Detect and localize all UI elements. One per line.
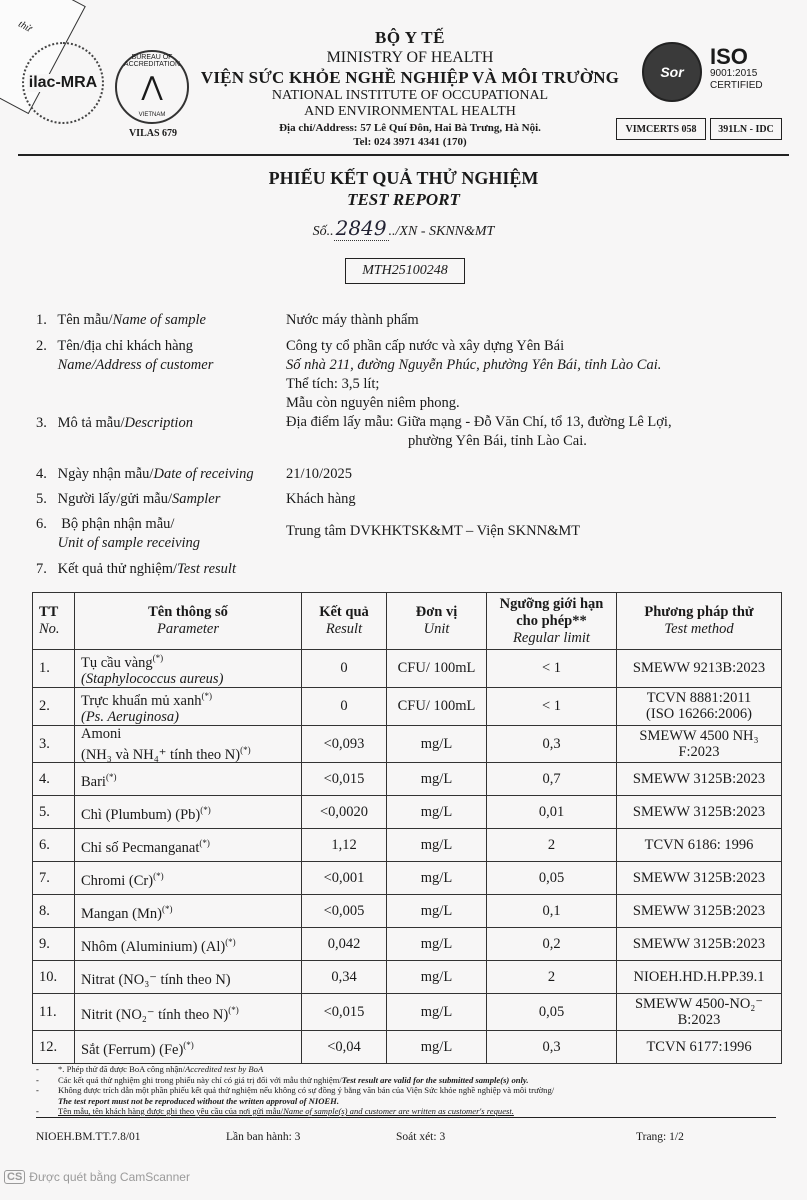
test-results-table xyxy=(32,592,782,1064)
title-vn: PHIẾU KẾT QUẢ THỬ NGHIỆM xyxy=(268,168,539,188)
cell-method: SMEWW 4500-NO₂⁻ B:2023 xyxy=(617,994,782,1031)
cell-method: SMEWW 3125B:2023 xyxy=(617,895,782,928)
cell-result: 0,34 xyxy=(302,961,387,994)
institute-en-2: AND ENVIRONMENTAL HEALTH xyxy=(304,104,516,119)
cell-result: <0,093 xyxy=(302,725,387,763)
table-row xyxy=(33,1031,782,1064)
cell-no: 12. xyxy=(33,1031,75,1064)
cell-parameter: Tụ cầu vàng(*) (Staphylococcus aureus) xyxy=(75,650,302,688)
info-4-value: 21/10/2025 xyxy=(286,466,353,482)
cell-limit: 0,3 xyxy=(487,1031,617,1064)
info-1-value: Nước máy thành phẩm xyxy=(286,312,419,328)
cell-no: 3. xyxy=(33,725,75,763)
table-row xyxy=(33,994,782,1031)
cell-unit: mg/L xyxy=(387,763,487,796)
info-2-label: 2. Tên/địa chỉ khách hàng Name/Address of customer xyxy=(36,338,214,373)
table-header-row xyxy=(33,593,782,650)
cell-no: 1. xyxy=(33,650,75,688)
institute-en-1: NATIONAL INSTITUTE OF OCCUPATIONAL xyxy=(271,88,549,103)
camscanner-watermark: CS Được quét bằng CamScanner xyxy=(4,1170,190,1184)
info-4-label: 4. Ngày nhận mẫu/Date of receiving xyxy=(36,466,254,482)
table-row xyxy=(33,829,782,862)
table-row xyxy=(33,725,782,763)
handwritten-number: 2849 xyxy=(335,216,387,240)
info-1-label: 1. Tên mẫu/Name of sample xyxy=(36,312,206,328)
cell-parameter: Chì (Plumbum) (Pb)(*) xyxy=(75,796,302,829)
cell-no: 7. xyxy=(33,862,75,895)
cell-result: <0,0020 xyxy=(302,796,387,829)
cell-parameter: Nitrit (NO₂⁻ tính theo N)(*) xyxy=(75,994,302,1031)
cell-method: TCVN 6177:1996 xyxy=(617,1031,782,1064)
cell-method: NIOEH.HD.H.PP.39.1 xyxy=(617,961,782,994)
info-3-value: Thể tích: 3,5 lít; Mẫu còn nguyên niêm phong. Địa điểm lấy mẫu: Giữa mạng - Đỗ Văn Chí, tổ 13, đường Lê Lợi, phường Yên Bái, tỉnh Lào Cai. xyxy=(286,376,672,449)
cell-method: SMEWW 3125B:2023 xyxy=(617,862,782,895)
page-number: Trang: 1/2 xyxy=(636,1131,684,1143)
table-row xyxy=(33,862,782,895)
cell-limit: 0,05 xyxy=(487,994,617,1031)
boa-accreditation-logo: BUREAU OF ACCREDITATION ⋀ VIETNAM xyxy=(115,50,189,124)
info-5-value: Khách hàng xyxy=(286,491,356,507)
cell-no: 5. xyxy=(33,796,75,829)
col-header-no: TT No. xyxy=(33,593,75,650)
vilas-code: VILAS 679 xyxy=(128,128,178,139)
vimcerts-box: VIMCERTS 058 xyxy=(616,118,706,140)
cell-no: 2. xyxy=(33,687,75,725)
cell-result: <0,015 xyxy=(302,763,387,796)
cell-no: 9. xyxy=(33,928,75,961)
cell-parameter: Bari(*) xyxy=(75,763,302,796)
cell-parameter: Chỉ số Pecmanganat(*) xyxy=(75,829,302,862)
cell-unit: CFU/ 100mL xyxy=(387,650,487,688)
cell-unit: mg/L xyxy=(387,895,487,928)
boa-emblem-icon: ⋀ xyxy=(141,72,163,101)
table-row xyxy=(33,895,782,928)
cell-no: 10. xyxy=(33,961,75,994)
info-6-label: 6. Bộ phận nhận mẫu/ Unit of sample receiving xyxy=(36,516,201,551)
table-row xyxy=(33,928,782,961)
cell-unit: mg/L xyxy=(387,796,487,829)
cell-limit: < 1 xyxy=(487,687,617,725)
camscanner-logo-icon: CS xyxy=(4,1170,25,1184)
cell-result: 0 xyxy=(302,650,387,688)
cell-no: 6. xyxy=(33,829,75,862)
sor-certification-logo: Sor xyxy=(642,42,702,102)
cell-unit: mg/L xyxy=(387,1031,487,1064)
info-5-label: 5. Người lấy/gửi mẫu/Sampler xyxy=(36,491,221,507)
info-7-label: 7. Kết quả thử nghiệm/Test result xyxy=(36,561,236,577)
cell-unit: mg/L xyxy=(387,961,487,994)
cell-no: 4. xyxy=(33,763,75,796)
table-row xyxy=(33,796,782,829)
cell-no: 11. xyxy=(33,994,75,1031)
report-title xyxy=(0,168,807,240)
cell-limit: 2 xyxy=(487,829,617,862)
footnote: - Không được trích dẫn một phần phiếu kết quả thử nghiệm nếu không có sự đồng ý bằng văn bản của Viện Sức khỏe nghề nghiệp và môi trường/ The test report must not be reproduced without the written approval of NIOEH. xyxy=(36,1085,555,1106)
institute-vn: VIỆN SỨC KHỎE NGHỀ NGHIỆP VÀ MÔI TRƯỜNG xyxy=(200,68,620,87)
cell-unit: mg/L xyxy=(387,862,487,895)
report-number: Số.. 2849 ../XN - SKNN&MT xyxy=(312,216,495,240)
info-3-label: 3. Mô tả mẫu/Description xyxy=(36,415,193,431)
cell-limit: 0,2 xyxy=(487,928,617,961)
cell-parameter: Nitrat (NO₃⁻ tính theo N) xyxy=(75,961,302,994)
table-row xyxy=(33,687,782,725)
title-en: TEST REPORT xyxy=(347,190,460,209)
institute-tel: Tel: 024 3971 4341 (170) xyxy=(353,136,467,148)
institute-address: Địa chỉ/Address: 57 Lê Quí Đôn, Hai Bà Trưng, Hà Nội. xyxy=(279,122,541,134)
col-header-method: Phương pháp thử Test method xyxy=(617,593,782,650)
lab-code-box: 391LN - IDC xyxy=(710,118,782,140)
cell-parameter: Trực khuẩn mủ xanh(*) (Ps. Aeruginosa) xyxy=(75,687,302,725)
cell-limit: 0,1 xyxy=(487,895,617,928)
ministry-en: MINISTRY OF HEALTH xyxy=(326,49,494,66)
cell-no: 8. xyxy=(33,895,75,928)
info-6-value: Trung tâm DVKHKTSK&MT – Viện SKNN&MT xyxy=(286,523,581,539)
cell-result: 0,042 xyxy=(302,928,387,961)
cell-result: <0,015 xyxy=(302,994,387,1031)
cell-limit: 2 xyxy=(487,961,617,994)
cell-unit: mg/L xyxy=(387,928,487,961)
cell-method: TCVN 8881:2011 (ISO 16266:2006) xyxy=(617,687,782,725)
cell-limit: 0,05 xyxy=(487,862,617,895)
cell-result: 1,12 xyxy=(302,829,387,862)
cell-method: SMEWW 4500 NH₃ F:2023 xyxy=(617,725,782,763)
cell-limit: 0,01 xyxy=(487,796,617,829)
cell-method: SMEWW 3125B:2023 xyxy=(617,928,782,961)
footnote: - Các kết quả thử nghiệm ghi trong phiếu này chỉ có giá trị đối với mẫu thử nghiệm/Test result are valid for the submitted sample(s) only. xyxy=(36,1074,529,1085)
sample-code-box: MTH25100248 xyxy=(345,258,465,284)
col-header-result: Kết quả Result xyxy=(302,593,387,650)
footnotes xyxy=(36,1064,776,1118)
corner-stamp: thử xyxy=(0,0,86,114)
col-header-unit: Đơn vị Unit xyxy=(387,593,487,650)
cell-method: SMEWW 3125B:2023 xyxy=(617,763,782,796)
cell-parameter: Mangan (Mn)(*) xyxy=(75,895,302,928)
cell-method: SMEWW 3125B:2023 xyxy=(617,796,782,829)
header-divider xyxy=(18,154,789,156)
col-header-limit: Ngưỡng giới hạn cho phép** Regular limit xyxy=(487,593,617,650)
form-code: NIOEH.BM.TT.7.8/01 xyxy=(36,1131,141,1143)
institute-header xyxy=(200,28,620,148)
footnote: - *. Phép thử đã được BoA công nhận/Accredited test by BoA xyxy=(36,1064,264,1074)
cell-method: TCVN 6186: 1996 xyxy=(617,829,782,862)
table-row xyxy=(33,650,782,688)
iso-certified-logo: ISO 9001:2015 CERTIFIED xyxy=(710,44,763,91)
cell-result: <0,001 xyxy=(302,862,387,895)
cell-result: <0,005 xyxy=(302,895,387,928)
cell-limit: 0,3 xyxy=(487,725,617,763)
ministry-vn: BỘ Y TẾ xyxy=(375,28,445,47)
cell-unit: mg/L xyxy=(387,829,487,862)
ilac-mra-logo: ilac-MRA xyxy=(22,42,104,124)
cell-parameter: Chromi (Cr)(*) xyxy=(75,862,302,895)
cell-method: SMEWW 9213B:2023 xyxy=(617,650,782,688)
cell-parameter: Amoni (NH₃ và NH₄⁺ tính theo N)(*) xyxy=(75,725,302,763)
issue-number: Lần ban hành: 3 xyxy=(226,1131,301,1143)
cell-limit: < 1 xyxy=(487,650,617,688)
col-header-parameter: Tên thông số Parameter xyxy=(75,593,302,650)
cell-unit: mg/L xyxy=(387,994,487,1031)
info-2-value: Công ty cổ phần cấp nước và xây dựng Yên Bái Số nhà 211, đường Nguyễn Phúc, phường Yên Bái, tỉnh Lào Cai. xyxy=(286,338,662,373)
cell-limit: 0,7 xyxy=(487,763,617,796)
cell-parameter: Nhôm (Aluminium) (Al)(*) xyxy=(75,928,302,961)
review-number: Soát xét: 3 xyxy=(396,1131,446,1143)
table-row xyxy=(33,961,782,994)
footnote: - Tên mẫu, tên khách hàng được ghi theo yêu cầu của nơi gửi mẫu/Name of sample(s) and customer are written as customer's request. xyxy=(36,1106,776,1118)
cell-result: 0 xyxy=(302,687,387,725)
cell-parameter: Sắt (Ferrum) (Fe)(*) xyxy=(75,1031,302,1064)
cell-result: <0,04 xyxy=(302,1031,387,1064)
cell-unit: CFU/ 100mL xyxy=(387,687,487,725)
cell-unit: mg/L xyxy=(387,725,487,763)
table-row xyxy=(33,763,782,796)
